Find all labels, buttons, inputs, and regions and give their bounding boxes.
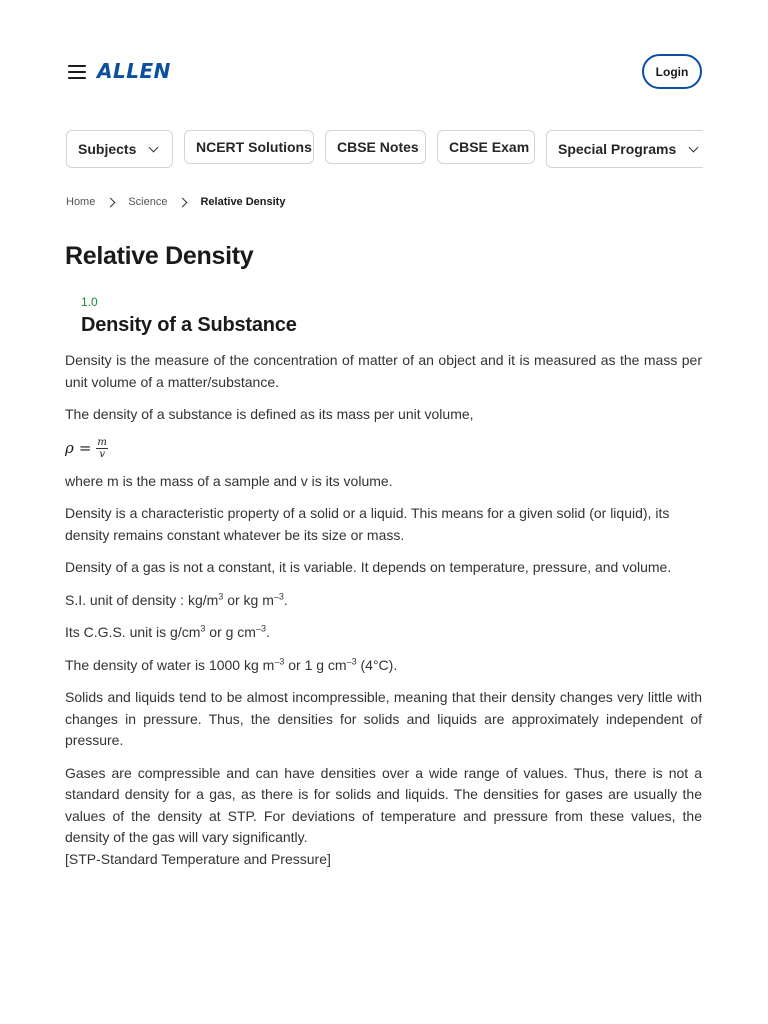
chevron-down-icon <box>689 142 699 152</box>
paragraph: Gases are compressible and can have densities over a wide range of values. Thus, there is not a standard density for a gas, as there is for solids and liquids. The densities for gases are usually the values of the density at STP. For deviations of temperature and pressure from these values, the density of the gas will vary significantly. <box>65 764 702 845</box>
nav-subjects-label: Subjects <box>78 141 137 157</box>
nav-ncert-solutions[interactable]: NCERT Solutions <box>184 130 314 164</box>
allen-logo[interactable]: ALLEN <box>97 59 171 83</box>
article-content <box>65 350 702 881</box>
si-unit-paragraph: S.I. unit of density : $kg/m^3$ or kg $m^{-3}$. <box>65 590 288 608</box>
chevron-right-icon <box>178 197 188 207</box>
hamburger-menu-icon[interactable] <box>68 65 86 79</box>
formula-denominator: v <box>99 449 105 460</box>
formula-fraction <box>96 437 107 460</box>
page-title: Relative Density <box>65 242 254 270</box>
nav-special-programs-dropdown[interactable] <box>546 130 703 168</box>
breadcrumb-science[interactable]: Science <box>128 196 168 208</box>
nav-cbse-exam[interactable]: CBSE Exam <box>437 130 535 164</box>
paragraph: where m is the mass of a sample and v is its volume. <box>65 472 393 489</box>
login-button[interactable]: Login <box>642 54 702 89</box>
formula-equals: = <box>78 438 92 457</box>
section-number: 1.0 <box>81 295 98 309</box>
formula-numerator: m <box>97 437 107 448</box>
paragraph: Density of a gas is not a constant, it is variable. It depends on temperature, pressure, and volume. <box>65 559 672 575</box>
water-density-paragraph: The density of water is 1000 kg $m^{-3}$ or 1 g $cm^{-3}$ (4°C). <box>65 655 398 673</box>
paragraph: Solids and liquids tend to be almost incompressible, meaning that their density changes very little with changes in pressure. Thus, the densities for solids and liquids are approximately independent of pressure. <box>65 689 702 748</box>
paragraph: The density of a substance is defined as its mass per unit volume, <box>65 406 474 422</box>
cgs-unit-paragraph: Its C.G.S. unit is $g/cm^3$ or g $cm^{-3}$. <box>65 623 270 640</box>
formula-rho: ρ <box>65 438 74 457</box>
breadcrumb-home[interactable]: Home <box>66 196 96 208</box>
stp-note: [STP-Standard Temperature and Pressure] <box>65 850 331 867</box>
breadcrumb <box>66 194 285 210</box>
chevron-down-icon <box>149 142 159 152</box>
breadcrumb-current: Relative Density <box>200 196 286 208</box>
nav-special-label: Special Programs <box>558 141 677 157</box>
nav-cbse-notes[interactable]: CBSE Notes <box>325 130 426 164</box>
top-navigation <box>66 130 703 170</box>
site-header <box>66 54 703 90</box>
section-title: Density of a Substance <box>81 314 297 336</box>
paragraph: Density is a characteristic property of a solid or a liquid. This means for a given solid (or liquid), its density remains constant whatever be its size or mass. <box>65 505 670 543</box>
paragraph: Density is the measure of the concentration of matter of an object and it is measured as the mass per unit volume of a matter/substance. <box>65 352 702 390</box>
density-formula <box>65 437 702 461</box>
chevron-right-icon <box>106 197 116 207</box>
nav-subjects-dropdown[interactable] <box>66 130 173 168</box>
